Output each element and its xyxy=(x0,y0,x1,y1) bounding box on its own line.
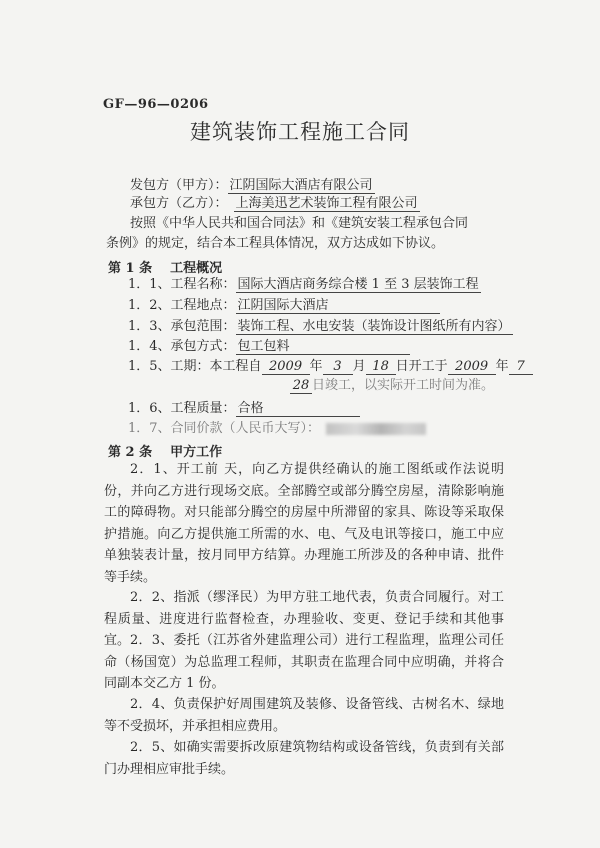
party-a-label: 发包方（甲方）： xyxy=(130,178,228,193)
end-year: 2009 xyxy=(448,359,496,375)
section-2-number: 第 2 条 xyxy=(108,445,153,460)
end-day: 28 xyxy=(290,378,312,394)
end-year-unit: 年 xyxy=(495,359,509,374)
party-b-line xyxy=(130,196,420,212)
clause-2-4 xyxy=(104,694,504,737)
start-text: 日开工于 xyxy=(395,359,448,374)
schedule-label: 1．5、工期：本工程自 xyxy=(128,359,262,374)
month-unit: 月 xyxy=(352,359,366,374)
preamble-line-2: 条例》的规定，结合本工程具体情况，双方达成如下协议。 xyxy=(106,236,445,251)
clause-2-3-text: 2．3、委托（江苏省外建监理公司）进行工程监理，监理公司任命（杨国宽）为总监理工程师，其职责在监理合同中应明确，并将合同副本交乙方 1 份。 xyxy=(104,633,504,691)
redacted-price xyxy=(326,423,426,435)
section-1-title: 工程概况 xyxy=(170,261,223,276)
clause-2-1 xyxy=(104,459,504,588)
item-1-4-value: 包工包料 xyxy=(236,339,410,355)
clause-2-5-text: 2．5、如确实需要拆改原建筑物结构或设备管线，负责到有关部门办理相应审批手续。 xyxy=(104,740,504,777)
item-1-3-label: 1．3、承包范围： xyxy=(128,319,236,334)
section-1-number: 第 1 条 xyxy=(108,261,153,276)
year-unit: 年 xyxy=(309,359,323,374)
item-1-4 xyxy=(128,339,410,355)
item-1-3-value: 装饰工程、水电安装（装饰设计图纸所有内容） xyxy=(237,319,511,334)
item-1-2-value: 江阴国际大酒店 xyxy=(236,298,440,314)
item-1-6 xyxy=(128,401,360,417)
party-b-label: 承包方（乙方）： xyxy=(130,196,228,211)
item-1-2 xyxy=(128,298,440,314)
item-1-2-label: 1．2、工程地点： xyxy=(128,298,236,313)
document-code: GF—96—0206 xyxy=(103,97,209,112)
quality-value: 合格 xyxy=(236,401,360,417)
start-month: 3 xyxy=(323,359,353,375)
end-month: 7 xyxy=(509,359,533,375)
item-1-5-line-1 xyxy=(128,359,533,375)
section-1-heading xyxy=(108,257,222,276)
quality-label: 1．6、工程质量： xyxy=(128,401,236,416)
clause-2-3 xyxy=(104,630,504,695)
document-title: 建筑装饰工程施工合同 xyxy=(190,120,410,144)
item-1-4-label: 1．4、承包方式： xyxy=(128,339,236,354)
party-b-value: 上海美迅艺术装饰工程有限公司 xyxy=(235,196,418,211)
item-1-1-value: 国际大酒店商务综合楼 1 至 3 层装饰工程 xyxy=(237,277,479,292)
item-1-1-label: 1．1、工程名称： xyxy=(128,277,236,292)
section-2-title: 甲方工作 xyxy=(170,445,223,460)
party-a-line xyxy=(130,178,375,194)
start-year: 2009 xyxy=(262,359,310,375)
clause-2-2-text: 2．2、指派（缪泽民）为甲方驻工地代表，负责合同履行。对工程质量、进度进行监督检查，办理验收、变更、登记手续和其他事宜。 xyxy=(104,590,504,648)
item-1-7 xyxy=(128,421,426,437)
item-1-5-line-2 xyxy=(290,378,494,394)
item-1-1 xyxy=(128,277,481,293)
section-2-heading xyxy=(108,441,222,460)
price-label: 1．7、合同价款（人民币大写）： xyxy=(128,421,321,436)
clause-2-1-text: 2．1、开工前 天，向乙方提供经确认的施工图纸或作法说明 份，并向乙方进行现场交底。全部腾空或部分腾空房屋，清除影响施工的障碍物。对只能部分腾空的房屋中所滞留的家具、陈设等采取保护措施。向乙方提供施工所需的水、电、气及电讯等接口，施工中应单独装表计量，按月同甲方结算。办理施工所涉及的各种申请、批件等手续。 xyxy=(104,462,504,585)
party-a-value: 江阴国际大酒店有限公司 xyxy=(229,178,373,193)
start-day: 18 xyxy=(366,359,396,375)
clause-2-4-text: 2．4、负责保护好周围建筑及装修、设备管线、古树名木、绿地等不受损坏，并承担相应费用。 xyxy=(104,697,504,734)
preamble-line-1: 按照《中华人民共和国合同法》和《建筑安装工程承包合同 xyxy=(130,216,469,231)
item-1-3 xyxy=(128,319,513,335)
end-text: 日竣工，以实际开工时间为准。 xyxy=(312,378,495,393)
clause-2-5 xyxy=(104,737,504,780)
